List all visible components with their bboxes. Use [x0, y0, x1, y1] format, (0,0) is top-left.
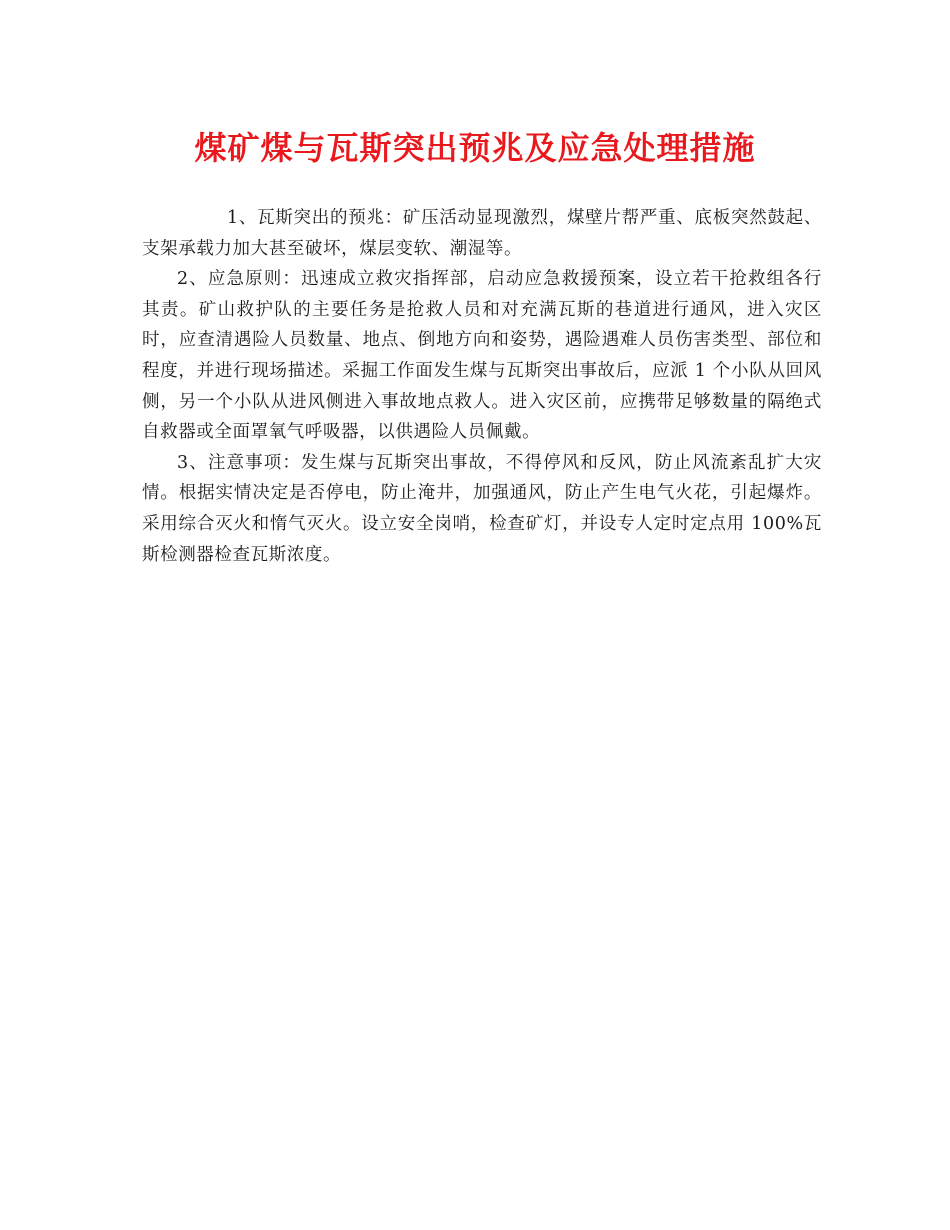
paragraph-precautions: 3、注意事项：发生煤与瓦斯突出事故，不得停风和反风，防止风流紊乱扩大灾情。根据实情决定是否停电，防止淹井，加强通风，防止产生电气火花，引起爆炸。采用综合灭火和惰气灭火。设立安全岗哨，检查矿灯，并设专人定时定点用 100%瓦斯检测器检查瓦斯浓度。 — [142, 452, 822, 565]
document-body — [142, 203, 822, 570]
paragraph-emergency-principles: 2、应急原则：迅速成立救灾指挥部，启动应急救援预案，设立若干抢救组各行其责。矿山救护队的主要任务是抢救人员和对充满瓦斯的巷道进行通风，进入灾区时，应查清遇险人员数量、地点、倒地方向和姿势，遇险遇难人员伤害类型、部位和程度，并进行现场描述。采掘工作面发生煤与瓦斯突出事故后，应派 1 个小队从回风侧，另一个小队从进风侧进入事故地点救人。进入灾区前，应携带足够数量的隔绝式自救器或全面罩氧气呼吸器，以供遇险人员佩戴。 — [142, 269, 822, 443]
paragraph-warning-signs: 1、瓦斯突出的预兆：矿压活动显现激烈，煤壁片帮严重、底板突然鼓起、支架承载力加大甚至破坏，煤层变软、潮湿等。 — [142, 208, 822, 259]
document-title: 煤矿煤与瓦斯突出预兆及应急处理措施 — [194, 129, 756, 167]
